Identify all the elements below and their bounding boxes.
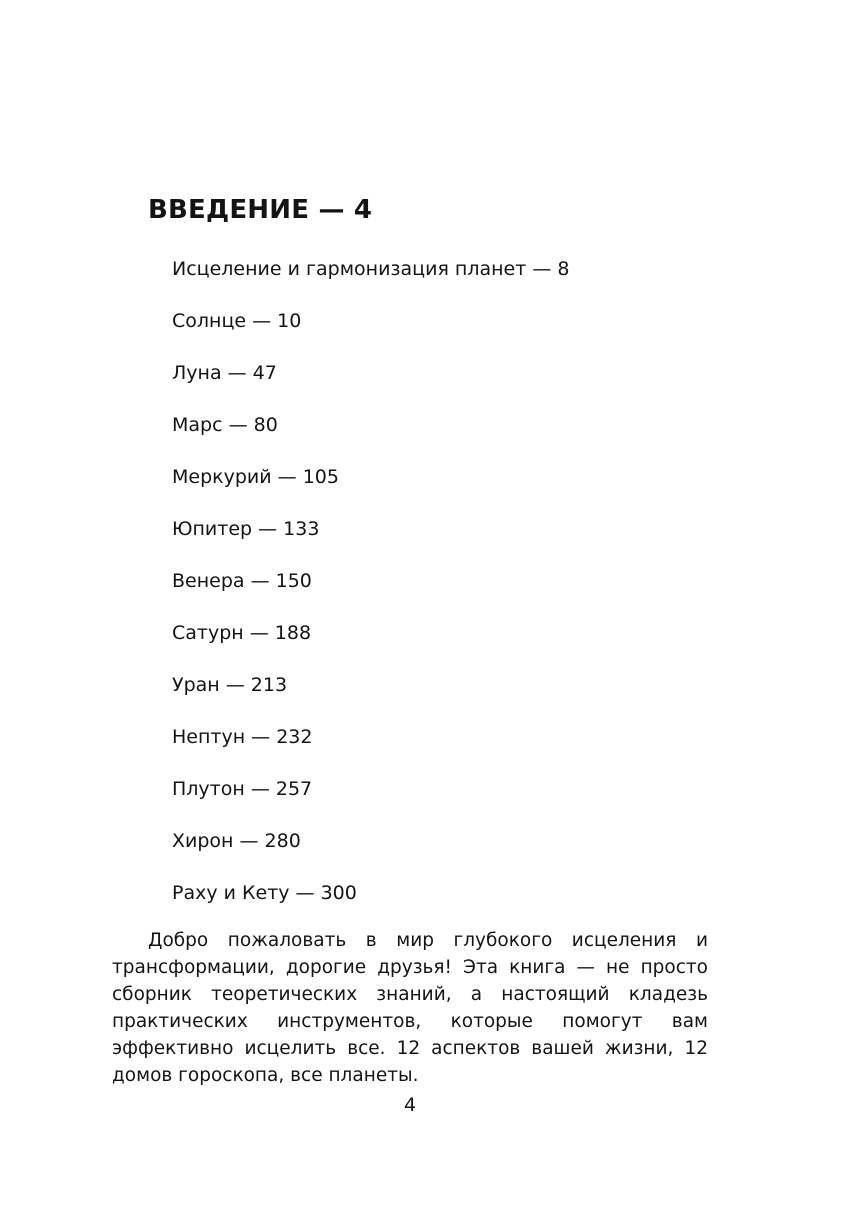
table-of-contents [172,256,569,932]
intro-paragraph: Добро пожаловать в мир глубокого исцеления и трансформации, дорогие друзья! Эта книга — не просто сборник теоретических знаний, а настоящий кладезь практических инструментов, которые помогут вам эффективно исцелить все. 12 аспектов вашей жизни, 12 домов гороскопа, все планеты. [112,930,708,1086]
toc-entry: Раху и Кету — 300 [172,882,357,904]
toc-entry: Сатурн — 188 [172,622,312,644]
toc-entry: Юпитер — 133 [172,518,320,540]
toc-entry: Хирон — 280 [172,830,301,852]
toc-entry: Плутон — 257 [172,778,313,800]
toc-entry: Исцеление и гармонизация планет — 8 [172,258,570,280]
page-number: 4 [403,1094,417,1116]
toc-entry: Меркурий — 105 [172,466,339,488]
toc-entry: Венера — 150 [172,570,312,592]
toc-entry: Солнце — 10 [172,310,302,332]
toc-entry: Марс — 80 [172,414,278,436]
toc-entry: Нептун — 232 [172,726,313,748]
section-heading: ВВЕДЕНИЕ — 4 [148,195,373,225]
toc-entry: Луна — 47 [172,362,277,384]
toc-entry: Уран — 213 [172,674,288,696]
